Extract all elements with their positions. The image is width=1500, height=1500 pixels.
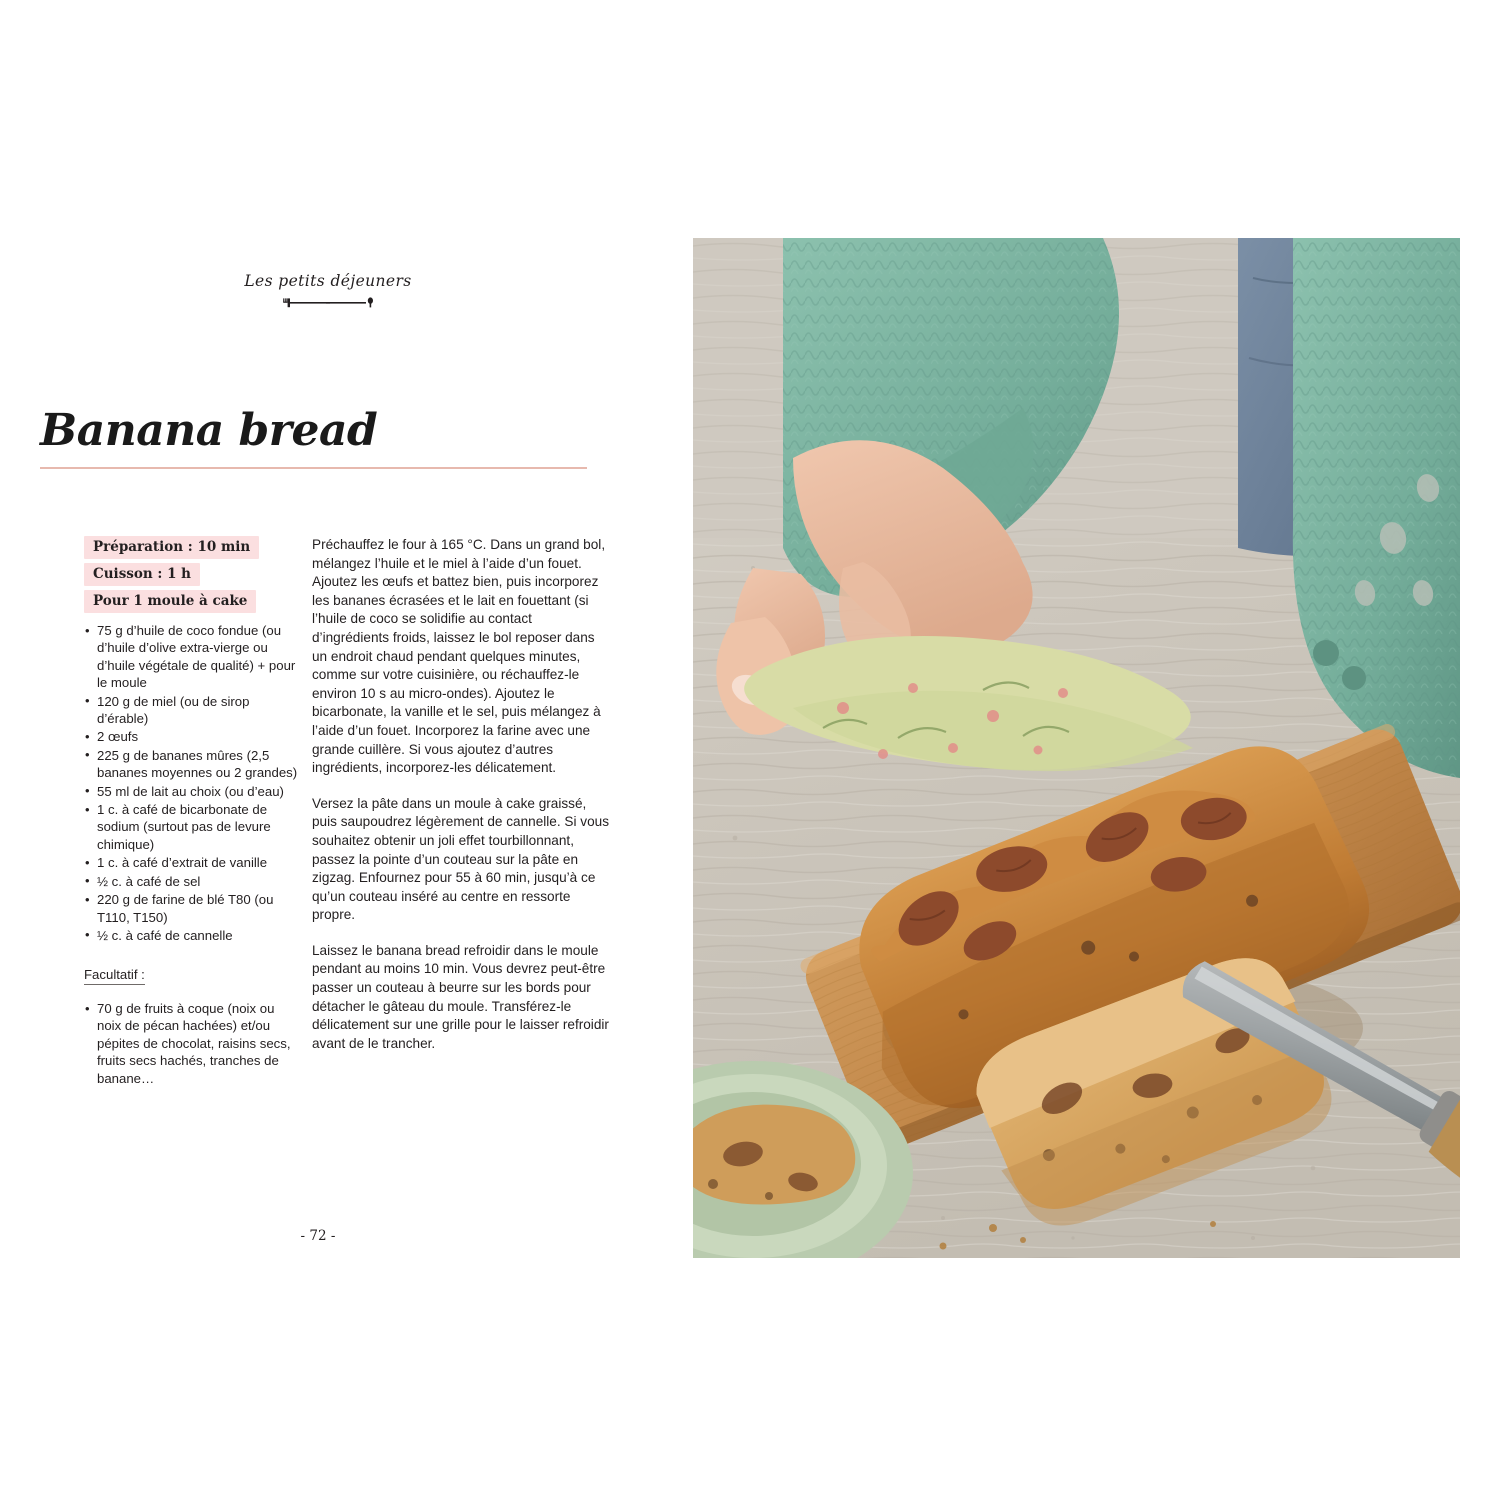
recipe-page-left xyxy=(0,0,690,1500)
title-divider xyxy=(40,467,587,469)
list-item: • 2 œufs xyxy=(84,728,302,745)
chapter-label xyxy=(238,272,418,311)
optional-ingredients-list xyxy=(84,1000,302,1087)
page-number: - 72 - xyxy=(300,1228,336,1244)
method-paragraph: Versez la pâte dans un moule à cake graissé, puis saupoudrez légèrement de cannelle. Si vous souhaitez obtenir un joli effet tourbillonnant, passez la pointe d’un couteau sur la pâte en zigzag. Enfournez pour 55 à 60 min, jusqu’à ce qu’un couteau inséré au centre en ressorte propre. xyxy=(312,795,609,923)
status-badge-cuisson: Cuisson : 1 h xyxy=(84,563,200,586)
list-item: • ½ c. à café de cannelle xyxy=(84,927,302,944)
list-item: • 55 ml de lait au choix (ou d’eau) xyxy=(84,783,302,800)
chapter-label-text: Les petits déjeuners xyxy=(244,272,412,290)
method-paragraph: Laissez le banana bread refroidir dans le moule pendant au moins 10 min. Vous devrez peut-être passer un couteau à beurre sur les bords pour détacher le gâteau du moule. Transférez-le délicatement sur une grille pour le laisser refroidir avant de le trancher. xyxy=(312,942,609,1051)
list-item: • 75 g d’huile de coco fondue (ou d’huile d’olive extra-vierge ou d’huile végétale de qualité) + pour le moule xyxy=(84,622,302,692)
list-item: • 1 c. à café de bicarbonate de sodium (surtout pas de levure chimique) xyxy=(84,801,302,853)
method-column xyxy=(312,536,609,1053)
list-item: • 1 c. à café d’extrait de vanille xyxy=(84,854,302,871)
list-item: • 70 g de fruits à coque (noix ou noix de pécan hachées) et/ou pépites de chocolat, raisins secs, fruits secs hachés, tranches de banane… xyxy=(84,1000,302,1087)
list-item: • 225 g de bananes mûres (2,5 bananes moyennes ou 2 grandes) xyxy=(84,747,302,782)
recipe-photo xyxy=(693,238,1460,1258)
method-paragraph: Préchauffez le four à 165 °C. Dans un grand bol, mélangez l’huile et le miel à l’aide d’un fouet. Ajoutez les œufs et battez bien, puis incorporez les bananes écrasées et le lait en fouettant (si l’huile de coco se solidifie au contact d’ingrédients froids, laissez le bol reposer dans un endroit chaud pendant quelques minutes, comme sur votre cuisinière, ou réchauffez-le environ 10 s au micro-ondes). Ajoutez le bicarbonate, la vanille et le sel, puis mélangez à l’aide d’un fouet. Incorporez la farine avec une grande cuillère. Si vous ajoutez d’autres ingrédients, incorporez-les délicatement. xyxy=(312,537,606,776)
list-item: • 220 g de farine de blé T80 (ou T110, T150) xyxy=(84,891,302,926)
status-badge-preparation: Préparation : 10 min xyxy=(84,536,259,559)
ingredients-list xyxy=(84,622,302,945)
optional-ingredients-heading: Facultatif : xyxy=(84,966,145,985)
cutlery-ornament-icon xyxy=(238,295,418,311)
page-title: Banana bread xyxy=(40,405,378,456)
list-item: • ½ c. à café de sel xyxy=(84,873,302,890)
list-item: • 120 g de miel (ou de sirop d’érable) xyxy=(84,693,302,728)
status-badge-portion: Pour 1 moule à cake xyxy=(84,590,256,613)
recipe-meta-badges xyxy=(84,536,284,617)
